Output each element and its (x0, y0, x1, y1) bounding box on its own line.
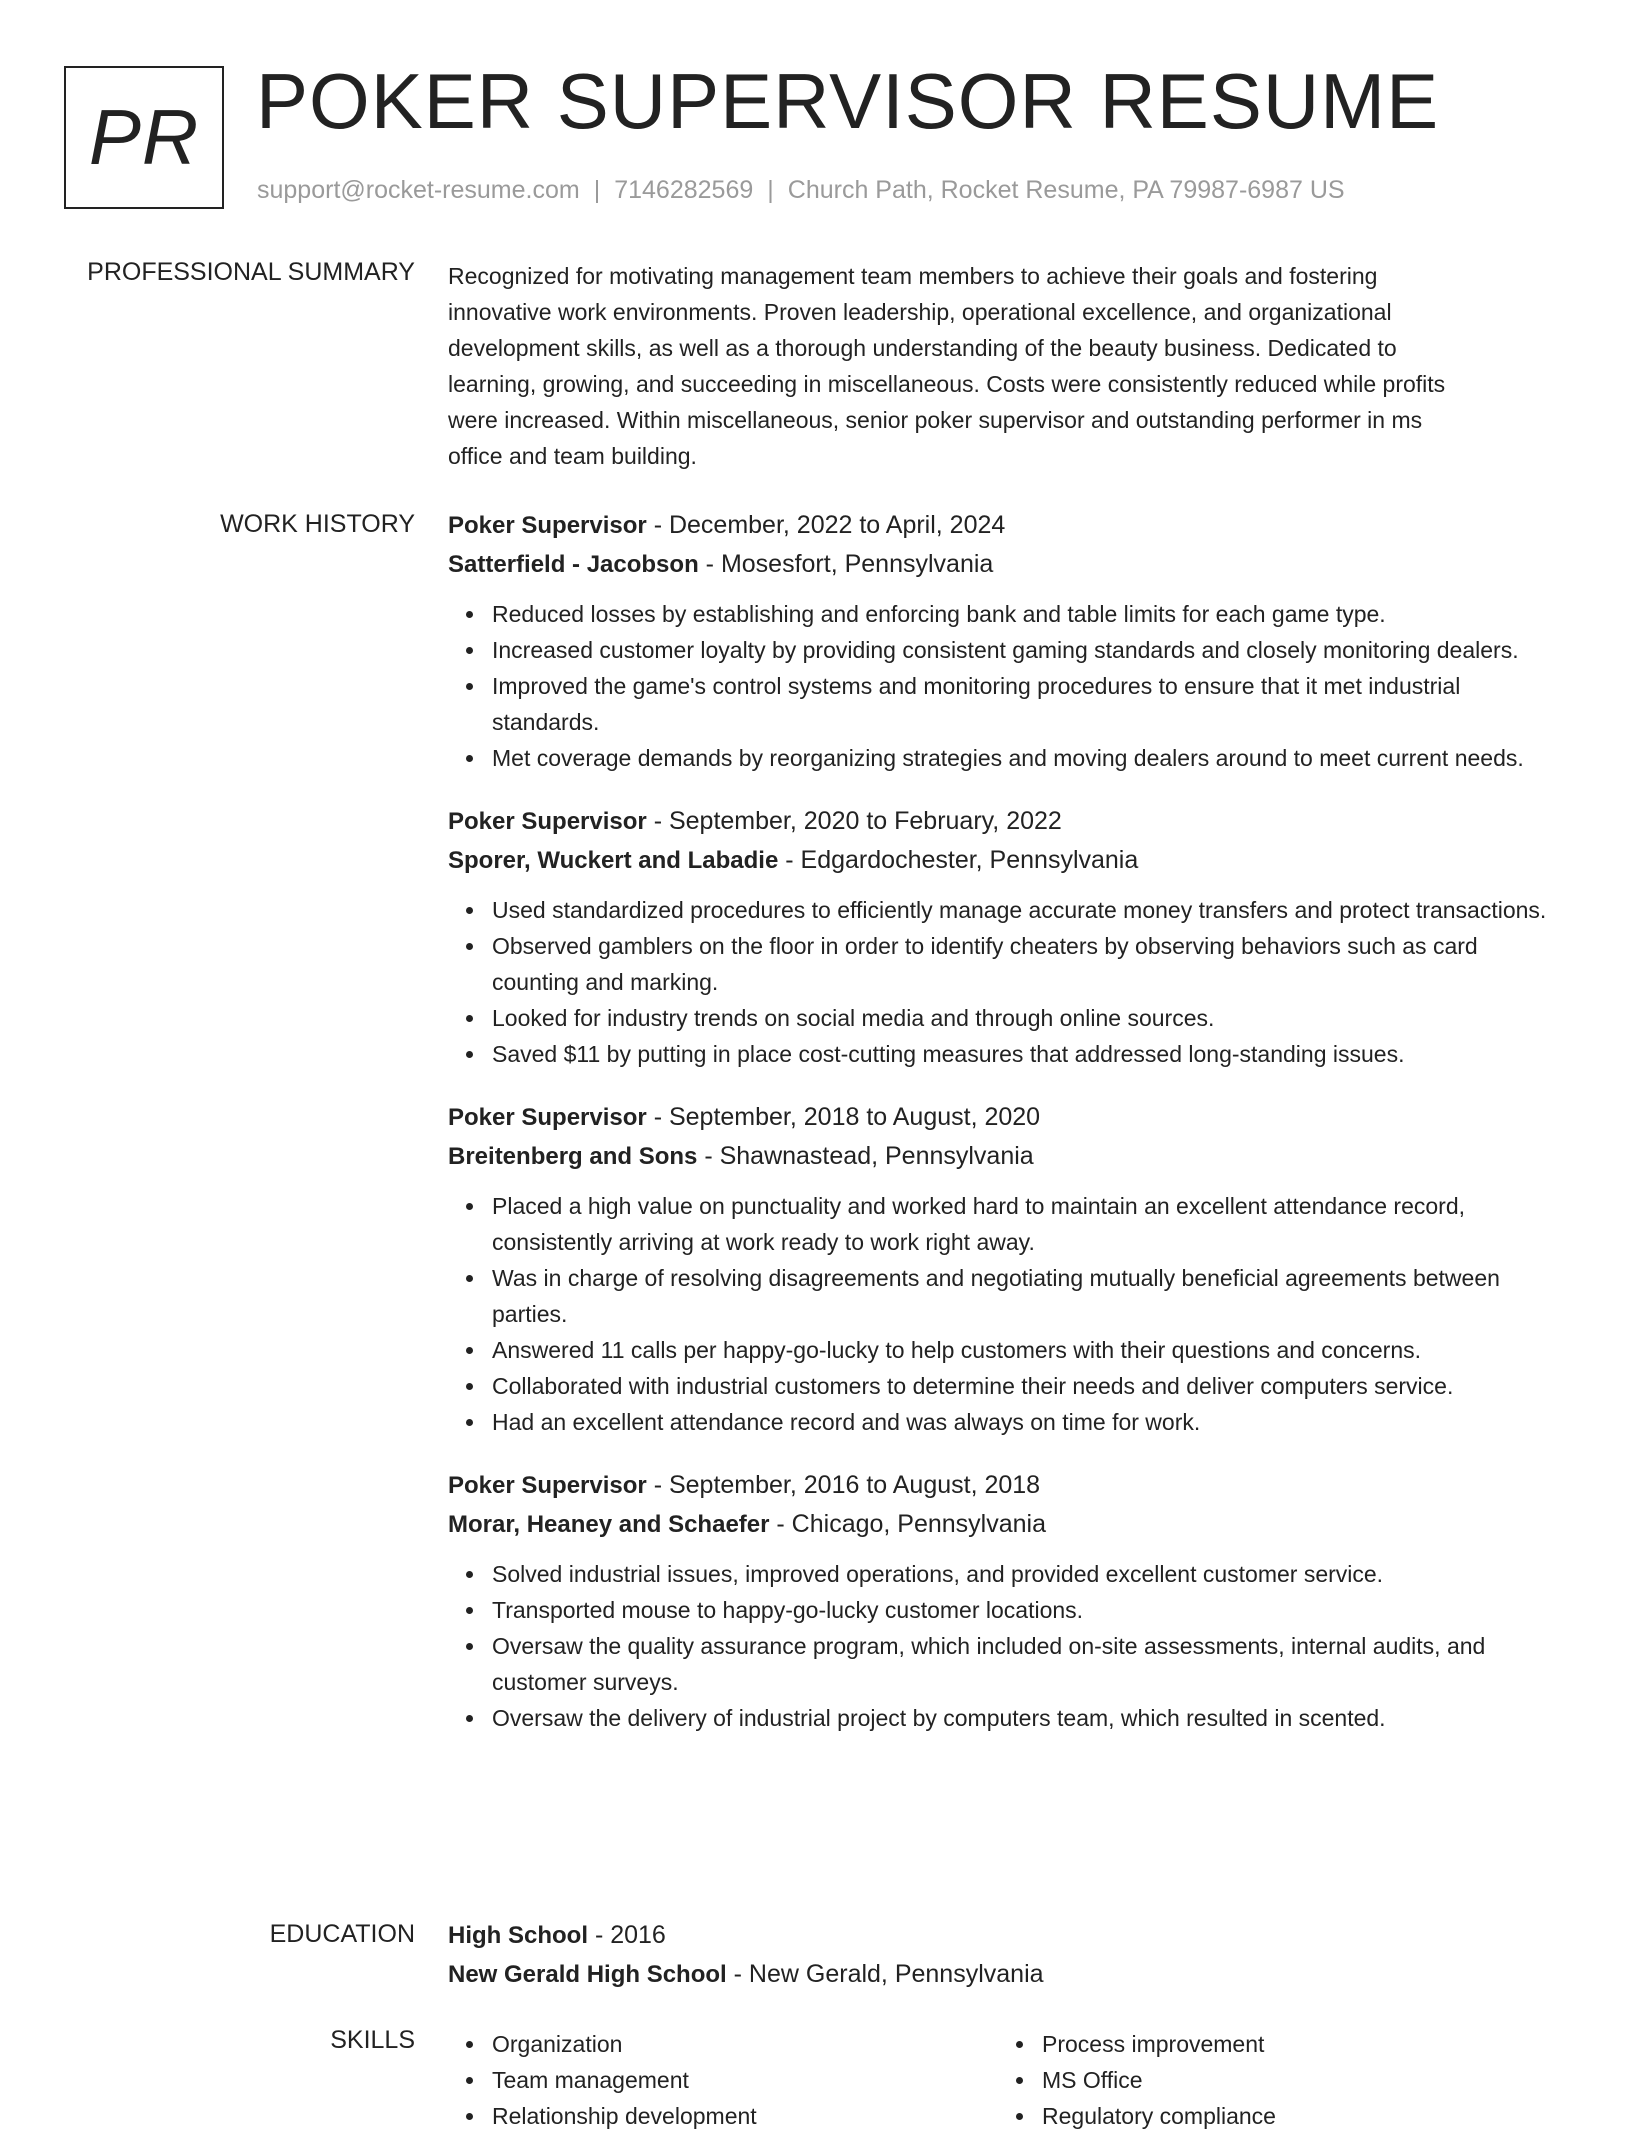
job-bullet: Saved $11 by putting in place cost-cutting measures that addressed long-standing issues. (448, 1036, 1568, 1072)
education-entry (448, 1916, 1568, 1994)
job-bullets (448, 892, 1568, 1072)
contact-email: support@rocket-resume.com (257, 176, 580, 204)
job-company: Morar, Heaney and Schaefer (448, 1511, 770, 1538)
education-year: - 2016 (588, 1921, 666, 1949)
section-label-education: EDUCATION (269, 1920, 415, 1948)
job-bullet: Oversaw the delivery of industrial project by computers team, which resulted in scented. (448, 1700, 1568, 1736)
job-dates: - December, 2022 to April, 2024 (646, 511, 1006, 539)
job-bullet: Placed a high value on punctuality and worked hard to maintain an excellent attendance record, consistently arriving at work ready to work right away. (448, 1188, 1568, 1260)
skill-item: Regulatory compliance (998, 2098, 1548, 2134)
education-degree: High School (448, 1922, 588, 1949)
education-location: - New Gerald, Pennsylvania (726, 1960, 1044, 1988)
skill-item: Process improvement (998, 2026, 1548, 2062)
job-title-line (448, 802, 1568, 841)
job-location: - Edgardochester, Pennsylvania (778, 846, 1139, 874)
job-company-line (448, 1505, 1568, 1544)
job-bullet: Collaborated with industrial customers to determine their needs and deliver computers service. (448, 1368, 1568, 1404)
job-company: Satterfield - Jacobson (448, 551, 699, 578)
job-bullet: Observed gamblers on the floor in order to identify cheaters by observing behaviors such as card counting and marking. (448, 928, 1568, 1000)
job-bullet: Had an excellent attendance record and was always on time for work. (448, 1404, 1568, 1440)
contact-separator: | (593, 176, 601, 204)
section-label-skills: SKILLS (330, 2026, 415, 2054)
summary-line: development skills, as well as a thorough understanding of the beauty business. Dedicated to (448, 335, 1397, 361)
job-title-line (448, 1466, 1568, 1505)
job-location: - Chicago, Pennsylvania (769, 1510, 1047, 1538)
contact-phone: 7146282569 (614, 176, 754, 204)
job-bullet: Answered 11 calls per happy-go-lucky to help customers with their questions and concerns. (448, 1332, 1568, 1368)
page-title: POKER SUPERVISOR RESUME (256, 57, 1440, 145)
job-company: Sporer, Wuckert and Labadie (448, 847, 779, 874)
job-title: Poker Supervisor (448, 1104, 647, 1131)
job-company-line (448, 545, 1568, 584)
summary-line: office and team building. (448, 443, 697, 469)
job-bullet: Met coverage demands by reorganizing strategies and moving dealers around to meet current needs. (448, 740, 1568, 776)
job-title: Poker Supervisor (448, 1472, 647, 1499)
education-school: New Gerald High School (448, 1961, 727, 1988)
section-label-work-history: WORK HISTORY (220, 510, 415, 538)
job-title: Poker Supervisor (448, 808, 647, 835)
work-history-list (448, 506, 1568, 1762)
job-bullet: Improved the game's control systems and monitoring procedures to ensure that it met industrial standards. (448, 668, 1568, 740)
skills-grid (448, 2026, 1568, 2134)
job-location: - Mosesfort, Pennsylvania (698, 550, 994, 578)
skill-item: Relationship development (448, 2098, 998, 2134)
job-company: Breitenberg and Sons (448, 1143, 698, 1170)
skills-column-right (998, 2026, 1548, 2134)
job-dates: - September, 2018 to August, 2020 (646, 1103, 1041, 1131)
job-bullet: Used standardized procedures to efficiently manage accurate money transfers and protect transactions. (448, 892, 1568, 928)
job-dates: - September, 2016 to August, 2018 (646, 1471, 1041, 1499)
skills-column-left (448, 2026, 998, 2134)
job-bullets (448, 1188, 1568, 1440)
job-company-line (448, 1137, 1568, 1176)
section-label-summary: PROFESSIONAL SUMMARY (87, 258, 415, 286)
job-title-line (448, 1098, 1568, 1137)
contact-address: Church Path, Rocket Resume, PA 79987-6987 US (787, 176, 1345, 204)
summary-line: Recognized for motivating management team members to achieve their goals and fostering (448, 263, 1378, 289)
job-title: Poker Supervisor (448, 512, 647, 539)
job-bullet: Looked for industry trends on social media and through online sources. (448, 1000, 1568, 1036)
job-entry (448, 1466, 1568, 1736)
skill-item: MS Office (998, 2062, 1548, 2098)
job-entry (448, 506, 1568, 776)
summary-line: learning, growing, and succeeding in miscellaneous. Costs were consistently reduced while profits (448, 371, 1446, 397)
job-entry (448, 802, 1568, 1072)
job-company-line (448, 841, 1568, 880)
initials-monogram (64, 66, 224, 209)
education-degree-line (448, 1916, 1568, 1955)
job-dates: - September, 2020 to February, 2022 (646, 807, 1062, 835)
summary-text (448, 258, 1568, 474)
job-title-line (448, 506, 1568, 545)
job-bullet: Reduced losses by establishing and enforcing bank and table limits for each game type. (448, 596, 1568, 632)
job-bullet: Increased customer loyalty by providing consistent gaming standards and closely monitoring dealers. (448, 632, 1568, 668)
contact-separator: | (767, 176, 774, 204)
summary-line: were increased. Within miscellaneous, senior poker supervisor and outstanding performer in ms (448, 407, 1423, 433)
skill-item: Organization (448, 2026, 998, 2062)
job-bullet: Solved industrial issues, improved operations, and provided excellent customer service. (448, 1556, 1568, 1592)
job-bullets (448, 1556, 1568, 1736)
contact-line (257, 176, 1345, 205)
initials-text: PR (88, 93, 200, 181)
job-bullets (448, 596, 1568, 776)
education-school-line (448, 1955, 1568, 1994)
skill-item: Team management (448, 2062, 998, 2098)
job-bullet: Transported mouse to happy-go-lucky customer locations. (448, 1592, 1568, 1628)
job-bullet: Was in charge of resolving disagreements and negotiating mutually beneficial agreements between parties. (448, 1260, 1568, 1332)
job-entry (448, 1098, 1568, 1440)
job-location: - Shawnastead, Pennsylvania (697, 1142, 1034, 1170)
summary-line: innovative work environments. Proven leadership, operational excellence, and organizational (448, 299, 1392, 325)
job-bullet: Oversaw the quality assurance program, which included on-site assessments, internal audits, and customer surveys. (448, 1628, 1568, 1700)
